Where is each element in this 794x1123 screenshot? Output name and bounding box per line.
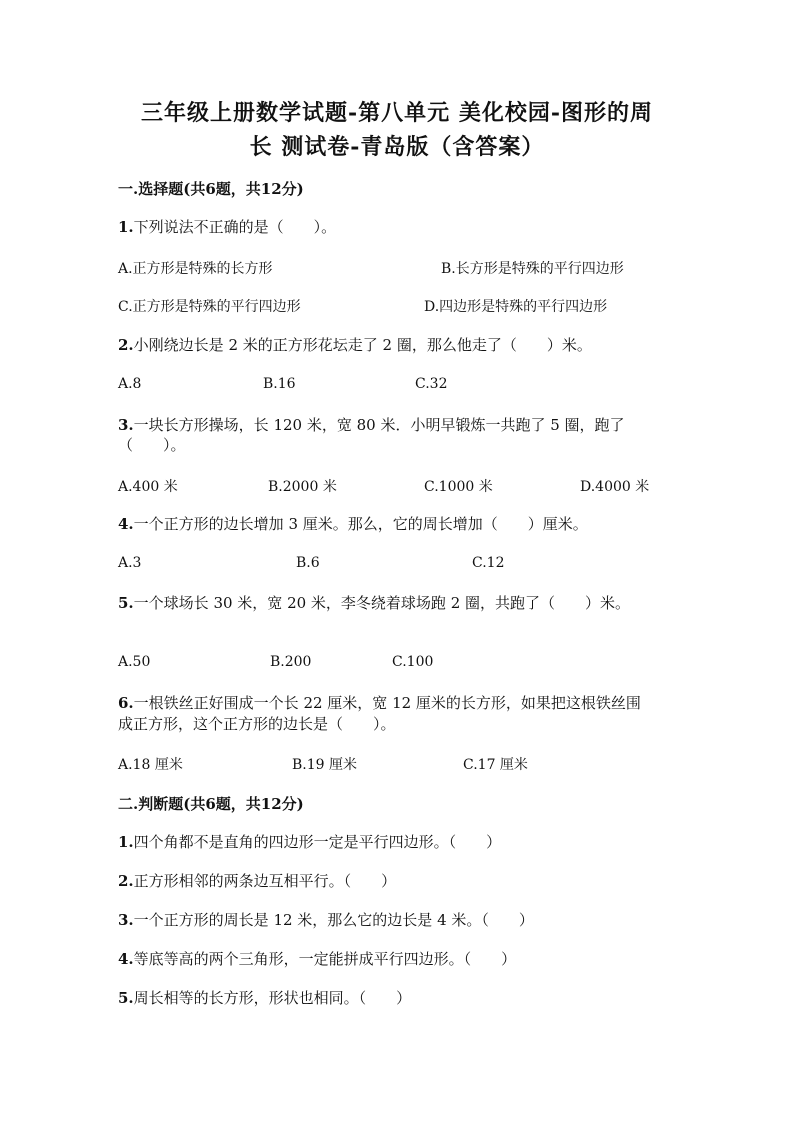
question-text: 周长相等的长方形，形状也相同。（ ） xyxy=(133,989,412,1007)
question-text: 四个角都不是直角的四边形一定是平行四边形。（ ） xyxy=(133,833,502,851)
q6-option-b: B.19 厘米 xyxy=(292,757,358,773)
judge-question-4 xyxy=(118,948,516,970)
q2-option-c: C.32 xyxy=(415,376,448,392)
q5-option-a: A.50 xyxy=(118,654,151,670)
q1-option-a: A.正方形是特殊的长方形 xyxy=(118,261,273,277)
question-6-continued: 成正方形，这个正方形的边长是（ ）。 xyxy=(118,715,396,733)
judge-question-5 xyxy=(118,987,411,1009)
q4-option-c: C.12 xyxy=(472,555,505,571)
judge-question-3 xyxy=(118,909,534,931)
q6-option-a: A.18 厘米 xyxy=(118,757,183,773)
q3-option-b: B.2000 米 xyxy=(268,479,337,495)
judge-question-1 xyxy=(118,831,501,853)
q1-option-b: B.长方形是特殊的平行四边形 xyxy=(441,261,624,277)
question-number: 1. xyxy=(118,833,134,851)
question-6 xyxy=(118,692,641,714)
question-text: 一个正方形的边长增加 3 厘米。那么，它的周长增加（ ）厘米。 xyxy=(133,515,588,533)
question-number: 1. xyxy=(118,218,134,236)
question-number: 4. xyxy=(118,950,134,968)
question-number: 3. xyxy=(118,416,134,434)
question-text: 一块长方形操场，长 120 米，宽 80 米．小明早锻炼一共跑了 5 圈，跑了 xyxy=(133,416,625,434)
q1-option-d: D.四边形是特殊的平行四边形 xyxy=(424,299,608,315)
question-1 xyxy=(118,216,336,238)
question-text: 等底等高的两个三角形，一定能拼成平行四边形。（ ） xyxy=(133,950,517,968)
q4-option-a: A.3 xyxy=(118,555,142,571)
question-text: 一根铁丝正好围成一个长 22 厘米，宽 12 厘米的长方形，如果把这根铁丝围 xyxy=(133,694,641,712)
question-3-continued: （ ）。 xyxy=(118,436,186,454)
q1-option-c: C.正方形是特殊的平行四边形 xyxy=(118,299,301,315)
question-number: 2. xyxy=(118,872,134,890)
question-number: 4. xyxy=(118,515,134,533)
q4-option-b: B.6 xyxy=(296,555,320,571)
page-title-line1: 三年级上册数学试题-第八单元 美化校园-图形的周 xyxy=(141,100,653,126)
question-number: 6. xyxy=(118,694,134,712)
question-number: 5. xyxy=(118,594,134,612)
q6-option-c: C.17 厘米 xyxy=(463,757,528,773)
q3-option-a: A.400 米 xyxy=(118,479,178,495)
question-4 xyxy=(118,513,588,535)
page-title-line2: 长 测试卷-青岛版（含答案） xyxy=(249,134,545,160)
section1-heading: 一.选择题(共6题，共12分) xyxy=(118,180,304,198)
q5-option-b: B.200 xyxy=(270,654,312,670)
q2-option-a: A.8 xyxy=(118,376,142,392)
q3-option-c: C.1000 米 xyxy=(424,479,493,495)
q2-option-b: B.16 xyxy=(263,376,296,392)
question-text: 小刚绕边长是 2 米的正方形花坛走了 2 圈，那么他走了（ ）米。 xyxy=(133,336,592,354)
question-number: 3. xyxy=(118,911,134,929)
question-3 xyxy=(118,414,625,436)
q3-option-d: D.4000 米 xyxy=(580,479,650,495)
question-text: 正方形相邻的两条边互相平行。（ ） xyxy=(133,872,397,890)
q5-option-c: C.100 xyxy=(392,654,434,670)
question-text: 一个正方形的周长是 12 米，那么它的边长是 4 米。（ ） xyxy=(133,911,534,929)
question-text: 一个球场长 30 米，宽 20 米，李冬绕着球场跑 2 圈，共跑了（ ）米。 xyxy=(133,594,631,612)
question-5 xyxy=(118,592,630,614)
judge-question-2 xyxy=(118,870,396,892)
question-2 xyxy=(118,334,592,356)
question-text: 下列说法不正确的是（ ）。 xyxy=(133,218,337,236)
question-number: 2. xyxy=(118,336,134,354)
section2-heading: 二.判断题(共6题，共12分) xyxy=(118,795,304,813)
question-number: 5. xyxy=(118,989,134,1007)
